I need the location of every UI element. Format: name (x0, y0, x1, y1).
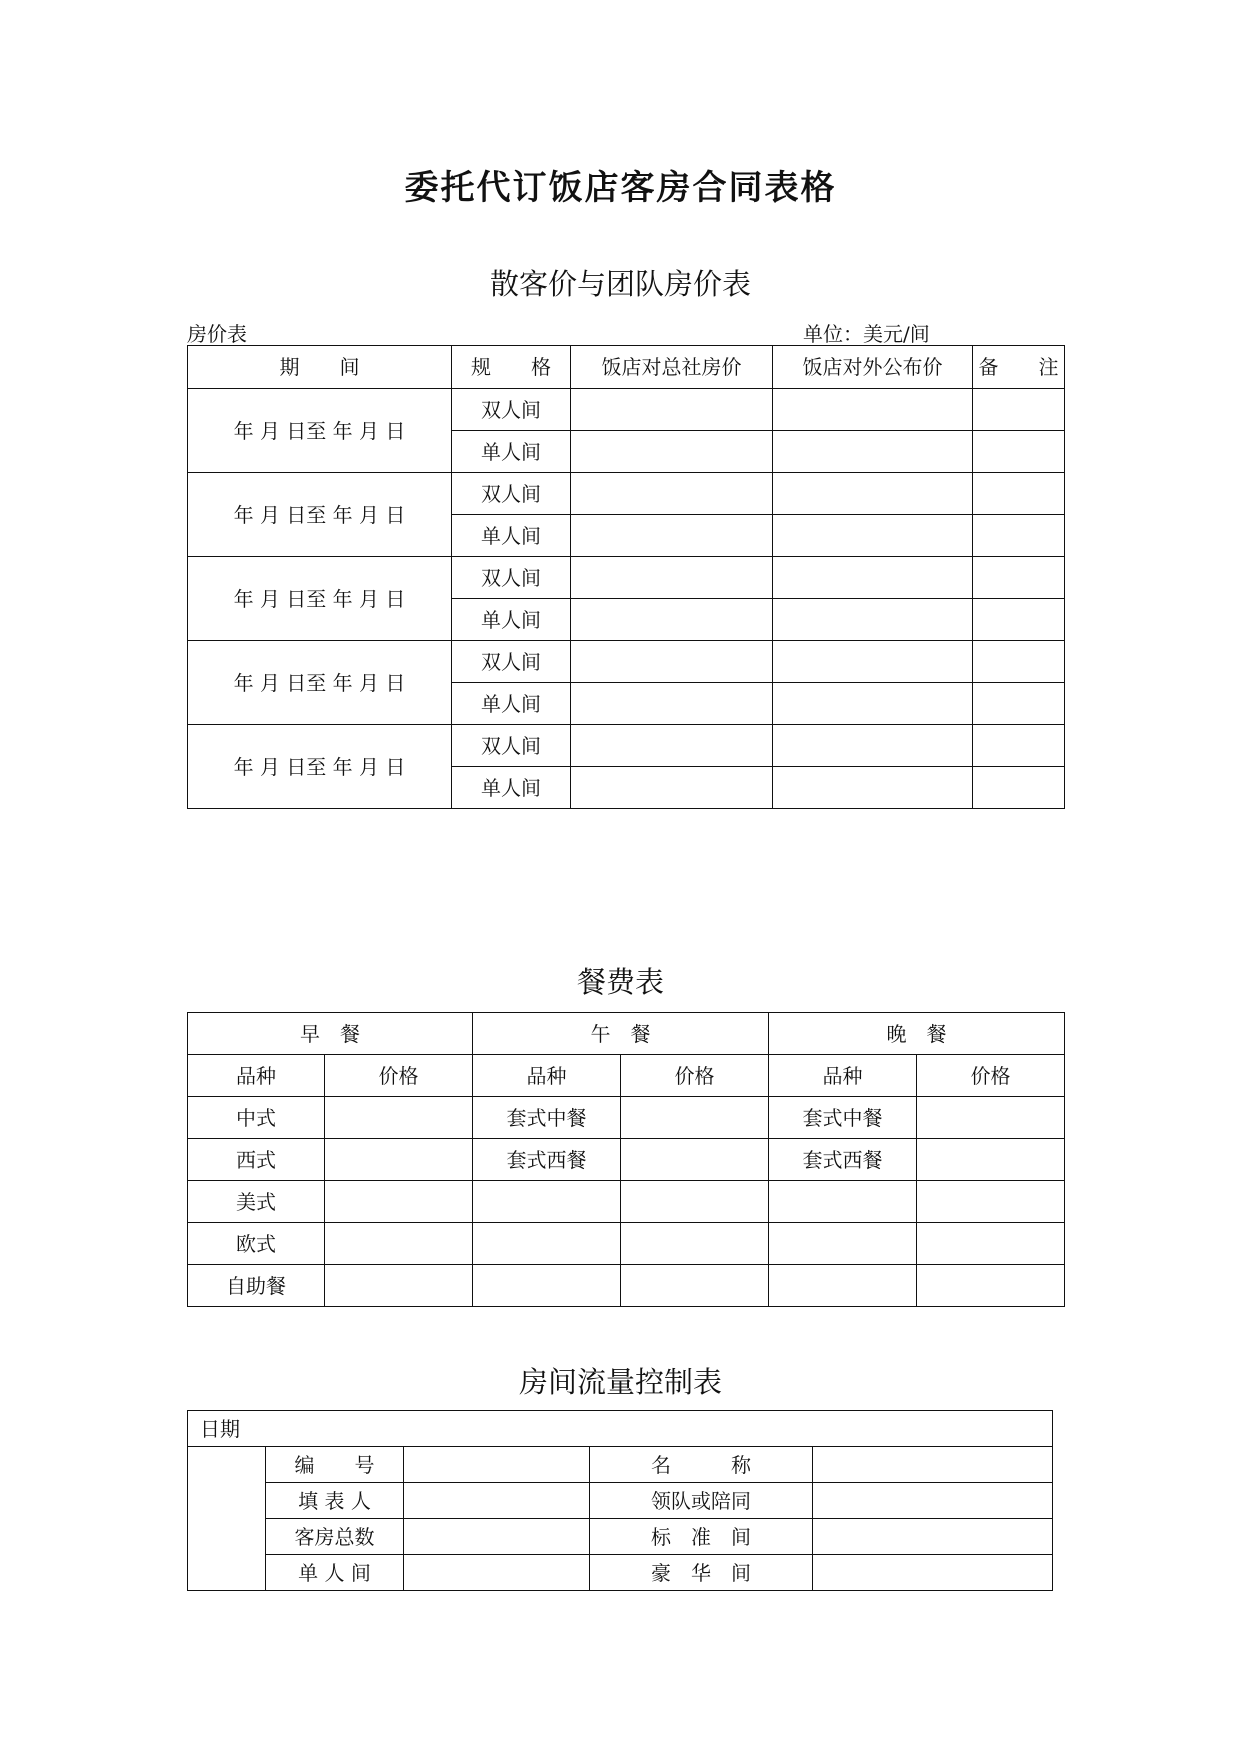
public-price-cell[interactable] (773, 389, 973, 431)
agency-price-cell[interactable] (571, 641, 773, 683)
meal-item-cell: 西式 (188, 1139, 325, 1181)
public-price-cell[interactable] (773, 641, 973, 683)
meal-subheader: 价格 (325, 1055, 473, 1097)
public-price-cell[interactable] (773, 473, 973, 515)
room-price-caption: 房价表 (187, 322, 247, 346)
meal-price-cell[interactable] (325, 1139, 473, 1181)
meal-price-cell[interactable] (917, 1097, 1065, 1139)
room-price-header-row (188, 346, 1065, 389)
room-flow-table (187, 1410, 1053, 1591)
breakfast-header: 早 餐 (188, 1013, 473, 1055)
document-title: 委托代订饭店客房合同表格 (404, 168, 837, 208)
meal-item-cell: 欧式 (188, 1223, 325, 1265)
meal-item-cell: 套式西餐 (473, 1139, 621, 1181)
meal-subheader: 价格 (917, 1055, 1065, 1097)
public-price-cell[interactable] (773, 515, 973, 557)
meal-subheader: 品种 (769, 1055, 917, 1097)
public-price-cell[interactable] (773, 725, 973, 767)
meal-item-cell: 自助餐 (188, 1265, 325, 1307)
flow-label: 编 号 (266, 1447, 404, 1483)
meal-price-cell[interactable] (325, 1265, 473, 1307)
public-price-cell[interactable] (773, 683, 973, 725)
dinner-header: 晚 餐 (769, 1013, 1065, 1055)
flow-label: 名 称 (590, 1447, 813, 1483)
room-type-cell: 双人间 (452, 389, 571, 431)
flow-value-cell[interactable] (404, 1447, 590, 1483)
meal-item-cell[interactable] (473, 1265, 621, 1307)
meal-row (188, 1097, 1065, 1139)
remarks-cell[interactable] (973, 473, 1065, 515)
meal-row (188, 1139, 1065, 1181)
flow-value-cell[interactable] (404, 1483, 590, 1519)
room-price-row (188, 641, 1065, 683)
meal-price-cell[interactable] (621, 1139, 769, 1181)
agency-price-header: 饭店对总社房价 (571, 346, 773, 389)
room-price-row (188, 473, 1065, 515)
agency-price-cell[interactable] (571, 389, 773, 431)
meal-subheader: 品种 (473, 1055, 621, 1097)
period-cell: 年 月 日至 年 月 日 (188, 473, 452, 557)
remarks-header: 备 注 (973, 346, 1065, 389)
meal-price-cell[interactable] (917, 1139, 1065, 1181)
meal-item-cell[interactable] (769, 1181, 917, 1223)
flow-side-blank (188, 1447, 266, 1591)
period-cell: 年 月 日至 年 月 日 (188, 557, 452, 641)
period-cell: 年 月 日至 年 月 日 (188, 641, 452, 725)
room-price-section-title: 散客价与团队房价表 (489, 267, 751, 301)
meal-price-table (187, 1012, 1065, 1307)
meal-group-row (188, 1013, 1065, 1055)
flow-value-cell[interactable] (404, 1519, 590, 1555)
flow-row (188, 1519, 1053, 1555)
flow-row (188, 1555, 1053, 1591)
flow-label: 单 人 间 (266, 1555, 404, 1591)
flow-section-title: 房间流量控制表 (518, 1365, 722, 1399)
flow-value-cell[interactable] (813, 1519, 1053, 1555)
period-cell: 年 月 日至 年 月 日 (188, 725, 452, 809)
agency-price-cell[interactable] (571, 767, 773, 809)
meal-row (188, 1265, 1065, 1307)
agency-price-cell[interactable] (571, 431, 773, 473)
meal-item-cell: 套式西餐 (769, 1139, 917, 1181)
room-price-row (188, 557, 1065, 599)
meal-row (188, 1181, 1065, 1223)
remarks-cell[interactable] (973, 515, 1065, 557)
room-type-cell: 单人间 (452, 599, 571, 641)
flow-row (188, 1447, 1053, 1483)
unit-caption: 单位：美元/间 (803, 322, 930, 346)
period-header: 期 间 (188, 346, 452, 389)
flow-value-cell[interactable] (813, 1483, 1053, 1519)
remarks-cell[interactable] (973, 725, 1065, 767)
public-price-header: 饭店对外公布价 (773, 346, 973, 389)
room-type-cell: 单人间 (452, 515, 571, 557)
flow-value-cell[interactable] (813, 1555, 1053, 1591)
spec-header: 规 格 (452, 346, 571, 389)
flow-label: 客房总数 (266, 1519, 404, 1555)
meal-price-cell[interactable] (917, 1181, 1065, 1223)
agency-price-cell[interactable] (571, 557, 773, 599)
room-type-cell: 双人间 (452, 641, 571, 683)
agency-price-cell[interactable] (571, 725, 773, 767)
agency-price-cell[interactable] (571, 473, 773, 515)
public-price-cell[interactable] (773, 767, 973, 809)
meal-row (188, 1223, 1065, 1265)
room-type-cell: 单人间 (452, 683, 571, 725)
flow-label: 领队或陪同 (590, 1483, 813, 1519)
remarks-cell[interactable] (973, 389, 1065, 431)
period-cell: 年 月 日至 年 月 日 (188, 389, 452, 473)
agency-price-cell[interactable] (571, 515, 773, 557)
room-price-table (187, 345, 1065, 809)
meal-item-cell[interactable] (473, 1223, 621, 1265)
room-type-cell: 单人间 (452, 431, 571, 473)
meal-item-cell[interactable] (473, 1181, 621, 1223)
remarks-cell[interactable] (973, 431, 1065, 473)
public-price-cell[interactable] (773, 599, 973, 641)
room-type-cell: 单人间 (452, 767, 571, 809)
flow-label: 填 表 人 (266, 1483, 404, 1519)
room-type-cell: 双人间 (452, 557, 571, 599)
meal-item-cell[interactable] (769, 1223, 917, 1265)
meal-subheader-row (188, 1055, 1065, 1097)
remarks-cell[interactable] (973, 767, 1065, 809)
meal-price-cell[interactable] (621, 1181, 769, 1223)
lunch-header: 午 餐 (473, 1013, 769, 1055)
room-type-cell: 双人间 (452, 725, 571, 767)
agency-price-cell[interactable] (571, 683, 773, 725)
meal-price-cell[interactable] (621, 1265, 769, 1307)
public-price-cell[interactable] (773, 431, 973, 473)
flow-label: 豪 华 间 (590, 1555, 813, 1591)
meal-price-cell[interactable] (325, 1181, 473, 1223)
remarks-cell[interactable] (973, 641, 1065, 683)
meal-item-cell[interactable] (769, 1265, 917, 1307)
flow-value-cell[interactable] (404, 1555, 590, 1591)
remarks-cell[interactable] (973, 599, 1065, 641)
meal-price-cell[interactable] (325, 1223, 473, 1265)
meal-price-cell[interactable] (917, 1265, 1065, 1307)
remarks-cell[interactable] (973, 557, 1065, 599)
meal-price-cell[interactable] (621, 1223, 769, 1265)
meal-subheader: 品种 (188, 1055, 325, 1097)
public-price-cell[interactable] (773, 557, 973, 599)
room-price-row (188, 725, 1065, 767)
agency-price-cell[interactable] (571, 599, 773, 641)
date-label: 日期 (188, 1411, 1053, 1447)
flow-date-row (188, 1411, 1053, 1447)
remarks-cell[interactable] (973, 683, 1065, 725)
meal-price-cell[interactable] (325, 1097, 473, 1139)
meal-subheader: 价格 (621, 1055, 769, 1097)
meal-price-cell[interactable] (917, 1223, 1065, 1265)
meal-item-cell: 套式中餐 (473, 1097, 621, 1139)
room-price-row (188, 389, 1065, 431)
flow-label: 标 准 间 (590, 1519, 813, 1555)
room-type-cell: 双人间 (452, 473, 571, 515)
flow-value-cell[interactable] (813, 1447, 1053, 1483)
flow-row (188, 1483, 1053, 1519)
meal-item-cell: 美式 (188, 1181, 325, 1223)
meal-item-cell: 中式 (188, 1097, 325, 1139)
meal-item-cell: 套式中餐 (769, 1097, 917, 1139)
meal-section-title: 餐费表 (576, 965, 664, 999)
meal-price-cell[interactable] (621, 1097, 769, 1139)
